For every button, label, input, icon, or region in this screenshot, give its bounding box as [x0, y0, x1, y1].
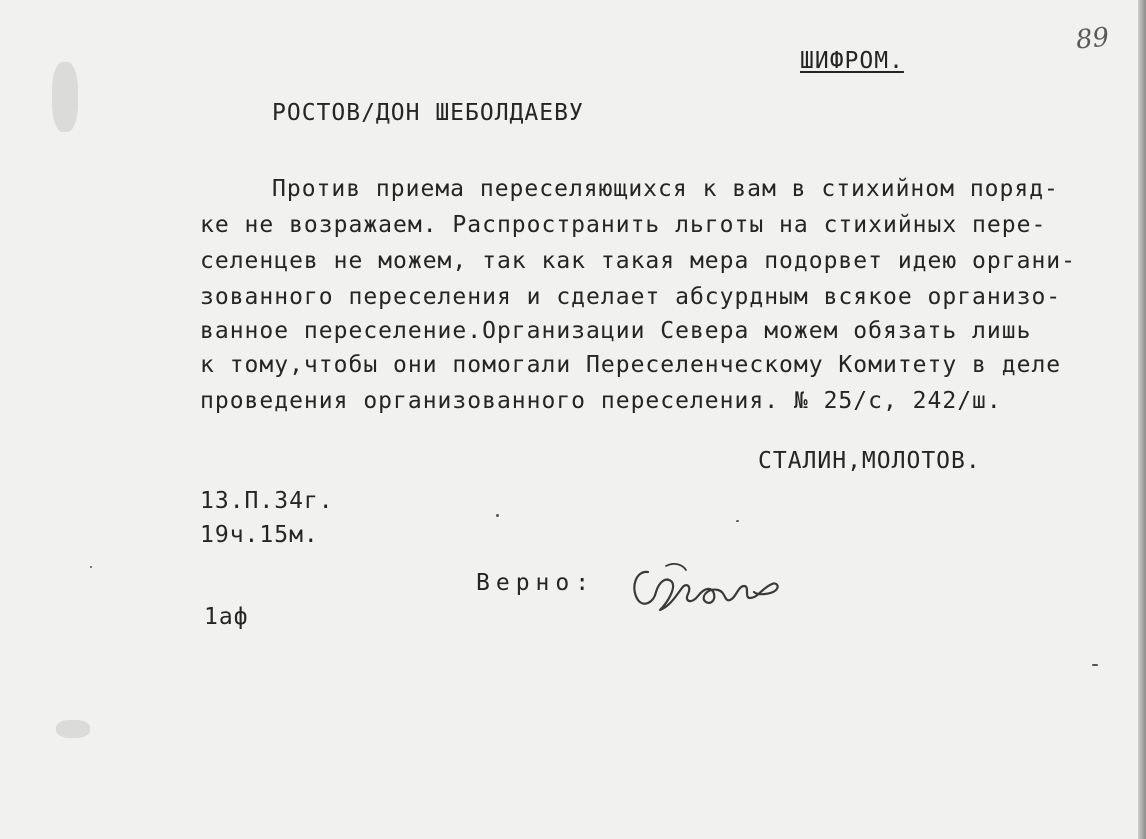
addressee-line: РОСТОВ/ДОН ШЕБОЛДАЕВУ: [272, 100, 584, 126]
signatories: СТАЛИН,МОЛОТОВ.: [758, 448, 981, 474]
body-line: селенцев не можем, так как такая мера подорвет идею органи-: [200, 248, 1076, 274]
certified-label: Верно:: [476, 570, 596, 596]
page-edge-shadow: [1138, 0, 1146, 839]
body-line: Против приема переселяющихся к вам в стихийном поряд-: [272, 176, 1059, 202]
ink-speck: [1092, 664, 1098, 666]
ink-speck: [496, 514, 499, 517]
paper-smudge: [52, 62, 78, 132]
paper-smudge: [56, 720, 90, 738]
body-line: зованного переселения и сделает абсурдным всякое организо-: [200, 284, 1062, 310]
body-line: ванное переселение.Организации Севера можем обязать лишь: [200, 318, 1032, 344]
dispatch-time: 19ч.15м.: [200, 522, 319, 548]
page-number: 89: [1074, 22, 1111, 56]
body-line: проведения организованного переселения. № 25/с, 242/ш.: [200, 388, 1002, 414]
body-line: ке не возражаем. Распространить льготы на стихийных пере-: [200, 212, 1047, 238]
body-line: к тому,чтобы они помогали Переселенческому Комитету в деле: [200, 352, 1062, 378]
copy-number: 1аф: [204, 604, 249, 630]
ink-speck: [90, 566, 92, 568]
cipher-header: ШИФРОМ.: [800, 48, 904, 74]
dispatch-date: 13.П.34г.: [200, 488, 334, 514]
handwritten-signature: [626, 552, 786, 624]
ink-speck: [736, 520, 739, 522]
